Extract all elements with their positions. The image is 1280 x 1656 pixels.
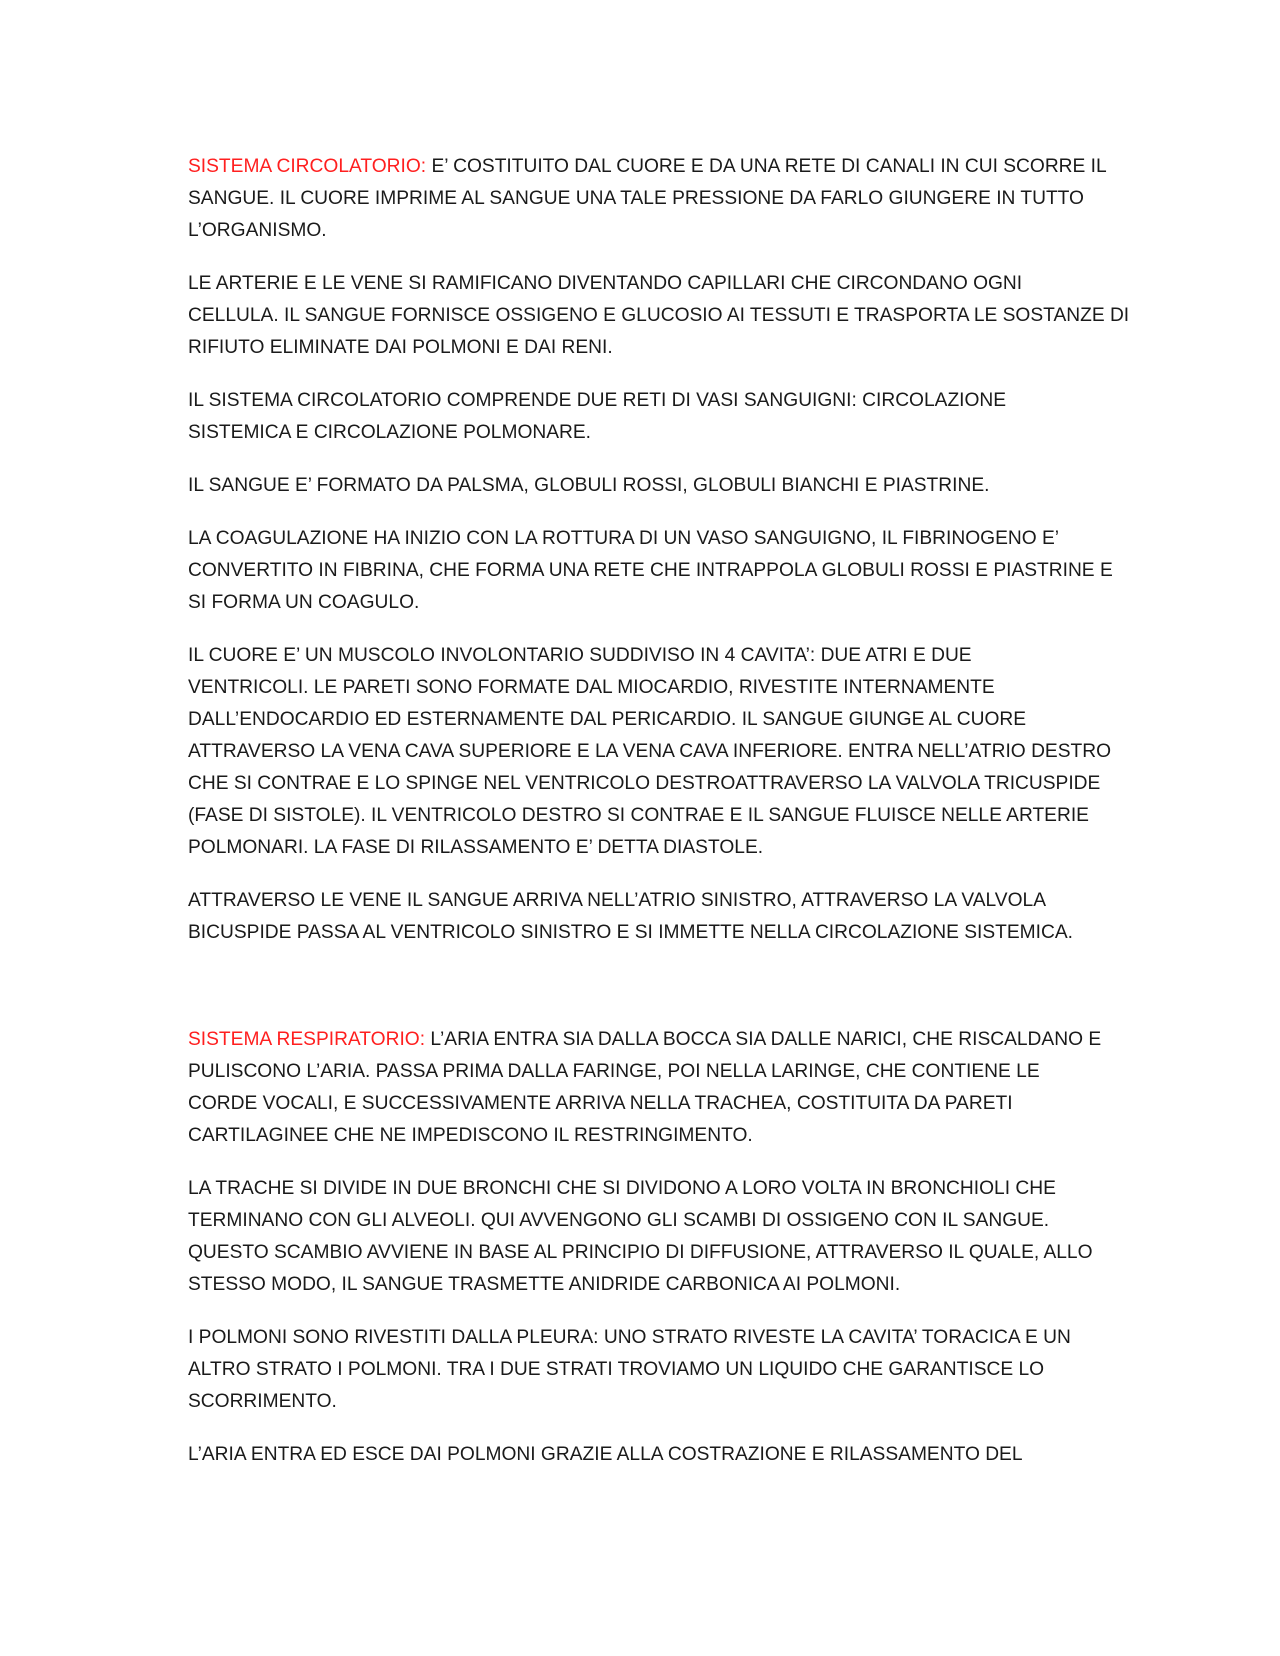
- text-line: (FASE DI SISTOLE). IL VENTRICOLO DESTRO SI CONTRAE E IL SANGUE FLUISCE NELLE ARTERIE: [188, 805, 1089, 826]
- text-line: STESSO MODO, IL SANGUE TRASMETTE ANIDRIDE CARBONICA AI POLMONI.: [188, 1274, 901, 1295]
- paragraph: [188, 640, 1112, 864]
- paragraph: [188, 1024, 1102, 1152]
- text-line: I POLMONI SONO RIVESTITI DALLA PLEURA: UNO STRATO RIVESTE LA CAVITA’ TORACICA E UN: [188, 1327, 1071, 1348]
- paragraph: [188, 151, 1107, 247]
- paragraph: [188, 1439, 1098, 1471]
- text-line: [188, 151, 1107, 183]
- text-line: LE ARTERIE E LE VENE SI RAMIFICANO DIVENTANDO CAPILLARI CHE CIRCONDANO OGNI: [188, 273, 1023, 294]
- text-line: DALL’ENDOCARDIO ED ESTERNAMENTE DAL PERICARDIO. IL SANGUE GIUNGE AL CUORE: [188, 709, 1027, 730]
- section-respiratory: [188, 1024, 1102, 1471]
- text-line: ALTRO STRATO I POLMONI. TRA I DUE STRATI TROVIAMO UN LIQUIDO CHE GARANTISCE LO: [188, 1359, 1045, 1380]
- text-run: L’ARIA ENTRA SIA DALLA BOCCA SIA DALLE NARICI, CHE RISCALDANO E: [425, 1029, 1102, 1050]
- text-line: L’ARIA ENTRA ED ESCE DAI POLMONI GRAZIE ALLA COSTRAZIONE E RILASSAMENTO DEL: [188, 1444, 1023, 1465]
- text-line: CONVERTITO IN FIBRINA, CHE FORMA UNA RETE CHE INTRAPPOLA GLOBULI ROSSI E PIASTRINE E: [188, 560, 1113, 581]
- text-line: BICUSPIDE PASSA AL VENTRICOLO SINISTRO E SI IMMETTE NELLA CIRCOLAZIONE SISTEMICA.: [188, 922, 1073, 943]
- paragraph: [188, 1173, 1098, 1301]
- text-line: ATTRAVERSO LA VENA CAVA SUPERIORE E LA VENA CAVA INFERIORE. ENTRA NELL’ATRIO DESTRO: [188, 741, 1112, 762]
- text-line: IL SISTEMA CIRCOLATORIO COMPRENDE DUE RETI DI VASI SANGUIGNI: CIRCOLAZIONE: [188, 390, 1007, 411]
- document-body: [188, 151, 1130, 1492]
- text-line: CARTILAGINEE CHE NE IMPEDISCONO IL RESTRINGIMENTO.: [188, 1125, 753, 1146]
- text-line: SISTEMICA E CIRCOLAZIONE POLMONARE.: [188, 422, 592, 443]
- text-line: POLMONARI. LA FASE DI RILASSAMENTO E’ DETTA DIASTOLE.: [188, 837, 764, 858]
- text-line: PULISCONO L’ARIA. PASSA PRIMA DALLA FARINGE, POI NELLA LARINGE, CHE CONTIENE LE: [188, 1061, 1040, 1082]
- paragraph: [188, 1322, 1098, 1418]
- text-line: SANGUE. IL CUORE IMPRIME AL SANGUE UNA TALE PRESSIONE DA FARLO GIUNGERE IN TUTTO: [188, 188, 1084, 209]
- text-line: CHE SI CONTRAE E LO SPINGE NEL VENTRICOLO DESTROATTRAVERSO LA VALVOLA TRICUSPIDE: [188, 773, 1101, 794]
- text-line: VENTRICOLI. LE PARETI SONO FORMATE DAL MIOCARDIO, RIVESTITE INTERNAMENTE: [188, 677, 995, 698]
- section-heading: SISTEMA RESPIRATORIO:: [188, 1029, 426, 1050]
- section-circulatory: [188, 151, 1130, 949]
- text-line: SCORRIMENTO.: [188, 1391, 337, 1412]
- text-line: IL CUORE E’ UN MUSCOLO INVOLONTARIO SUDDIVISO IN 4 CAVITA’: DUE ATRI E DUE: [188, 645, 972, 666]
- text-line: QUESTO SCAMBIO AVVIENE IN BASE AL PRINCIPIO DI DIFFUSIONE, ATTRAVERSO IL QUALE, ALLO: [188, 1242, 1093, 1263]
- section-heading: SISTEMA CIRCOLATORIO:: [188, 156, 427, 177]
- text-line: LA TRACHE SI DIVIDE IN DUE BRONCHI CHE SI DIVIDONO A LORO VOLTA IN BRONCHIOLI CHE: [188, 1178, 1056, 1199]
- text-run: E’ COSTITUITO DAL CUORE E DA UNA RETE DI CANALI IN CUI SCORRE IL: [426, 156, 1107, 177]
- text-line: CELLULA. IL SANGUE FORNISCE OSSIGENO E GLUCOSIO AI TESSUTI E TRASPORTA LE SOSTANZE DI: [188, 305, 1130, 326]
- text-line: LA COAGULAZIONE HA INIZIO CON LA ROTTURA DI UN VASO SANGUIGNO, IL FIBRINOGENO E’: [188, 528, 1060, 549]
- text-line: CORDE VOCALI, E SUCCESSIVAMENTE ARRIVA NELLA TRACHEA, COSTITUITA DA PARETI: [188, 1093, 1013, 1114]
- section-spacer: [188, 970, 1098, 1024]
- text-line: RIFIUTO ELIMINATE DAI POLMONI E DAI RENI.: [188, 337, 613, 358]
- paragraph: [188, 470, 1098, 502]
- paragraph: [188, 385, 1098, 449]
- text-line: L’ORGANISMO.: [188, 220, 327, 241]
- text-line: [188, 1024, 1102, 1056]
- text-line: SI FORMA UN COAGULO.: [188, 592, 420, 613]
- text-line: IL SANGUE E’ FORMATO DA PALSMA, GLOBULI ROSSI, GLOBULI BIANCHI E PIASTRINE.: [188, 475, 990, 496]
- text-line: TERMINANO CON GLI ALVEOLI. QUI AVVENGONO GLI SCAMBI DI OSSIGENO CON IL SANGUE.: [188, 1210, 1050, 1231]
- paragraph: [188, 523, 1113, 619]
- paragraph: [188, 885, 1098, 949]
- text-line: ATTRAVERSO LE VENE IL SANGUE ARRIVA NELL’ATRIO SINISTRO, ATTRAVERSO LA VALVOLA: [188, 890, 1046, 911]
- paragraph: [188, 268, 1130, 364]
